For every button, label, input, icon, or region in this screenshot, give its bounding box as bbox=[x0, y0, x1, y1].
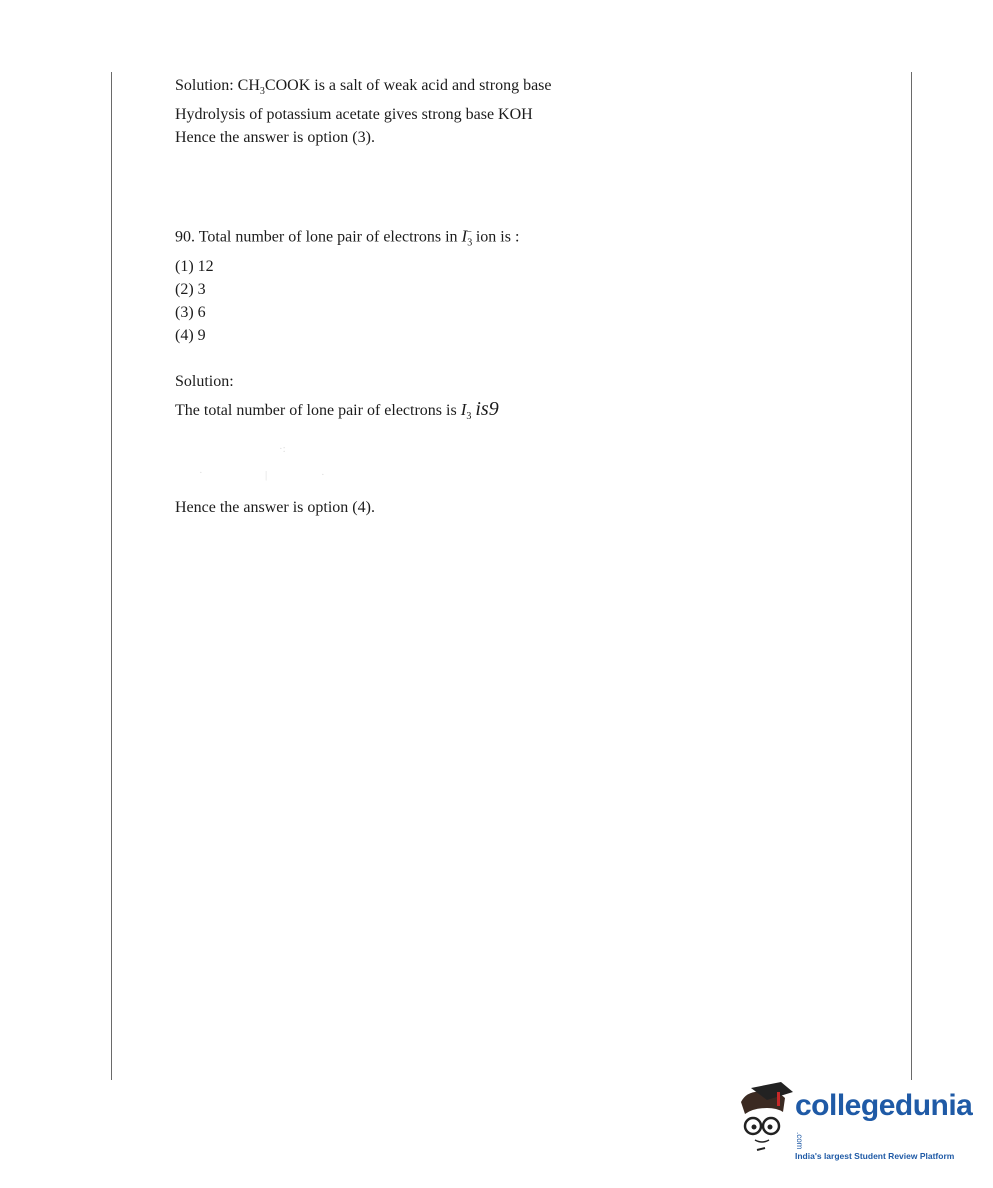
option-2: (2) 3 bbox=[175, 280, 206, 298]
solution-conclusion: Hence the answer is option (4). bbox=[175, 498, 375, 516]
solution-line-1: Solution: $CH_3COOK$ is a salt of weak acid and strong base bbox=[175, 77, 552, 98]
previous-solution bbox=[175, 74, 895, 149]
page-content bbox=[175, 74, 895, 519]
solution-label: Solution: bbox=[175, 372, 234, 390]
faint-lewis-structure: ·: · | · bbox=[199, 442, 325, 481]
mascot-icon bbox=[737, 1082, 795, 1152]
option-1: (1) 12 bbox=[175, 257, 214, 275]
left-margin-rule bbox=[111, 72, 112, 1080]
option-3: (3) 6 bbox=[175, 303, 206, 321]
solution-line-2: Hydrolysis of potassium acetate gives strong base KOH bbox=[175, 106, 533, 124]
brand-tagline: India's largest Student Review Platform bbox=[795, 1151, 955, 1162]
brand-dotcom: .com bbox=[795, 1132, 804, 1150]
solution-statement: The total number of lone pair of electrons is $I_3$ is9 bbox=[175, 397, 499, 422]
right-margin-rule bbox=[911, 72, 912, 1080]
option-4: (4) 9 bbox=[175, 326, 206, 344]
collegedunia-logo bbox=[737, 1082, 973, 1162]
question-90: 90. Total number of lone pair of electrons in $I_3^-$ ion is : bbox=[175, 226, 520, 249]
logo-text bbox=[795, 1090, 972, 1161]
brand-name: collegedunia bbox=[795, 1089, 973, 1122]
solution-line-3: Hence the answer is option (3). bbox=[175, 129, 375, 147]
